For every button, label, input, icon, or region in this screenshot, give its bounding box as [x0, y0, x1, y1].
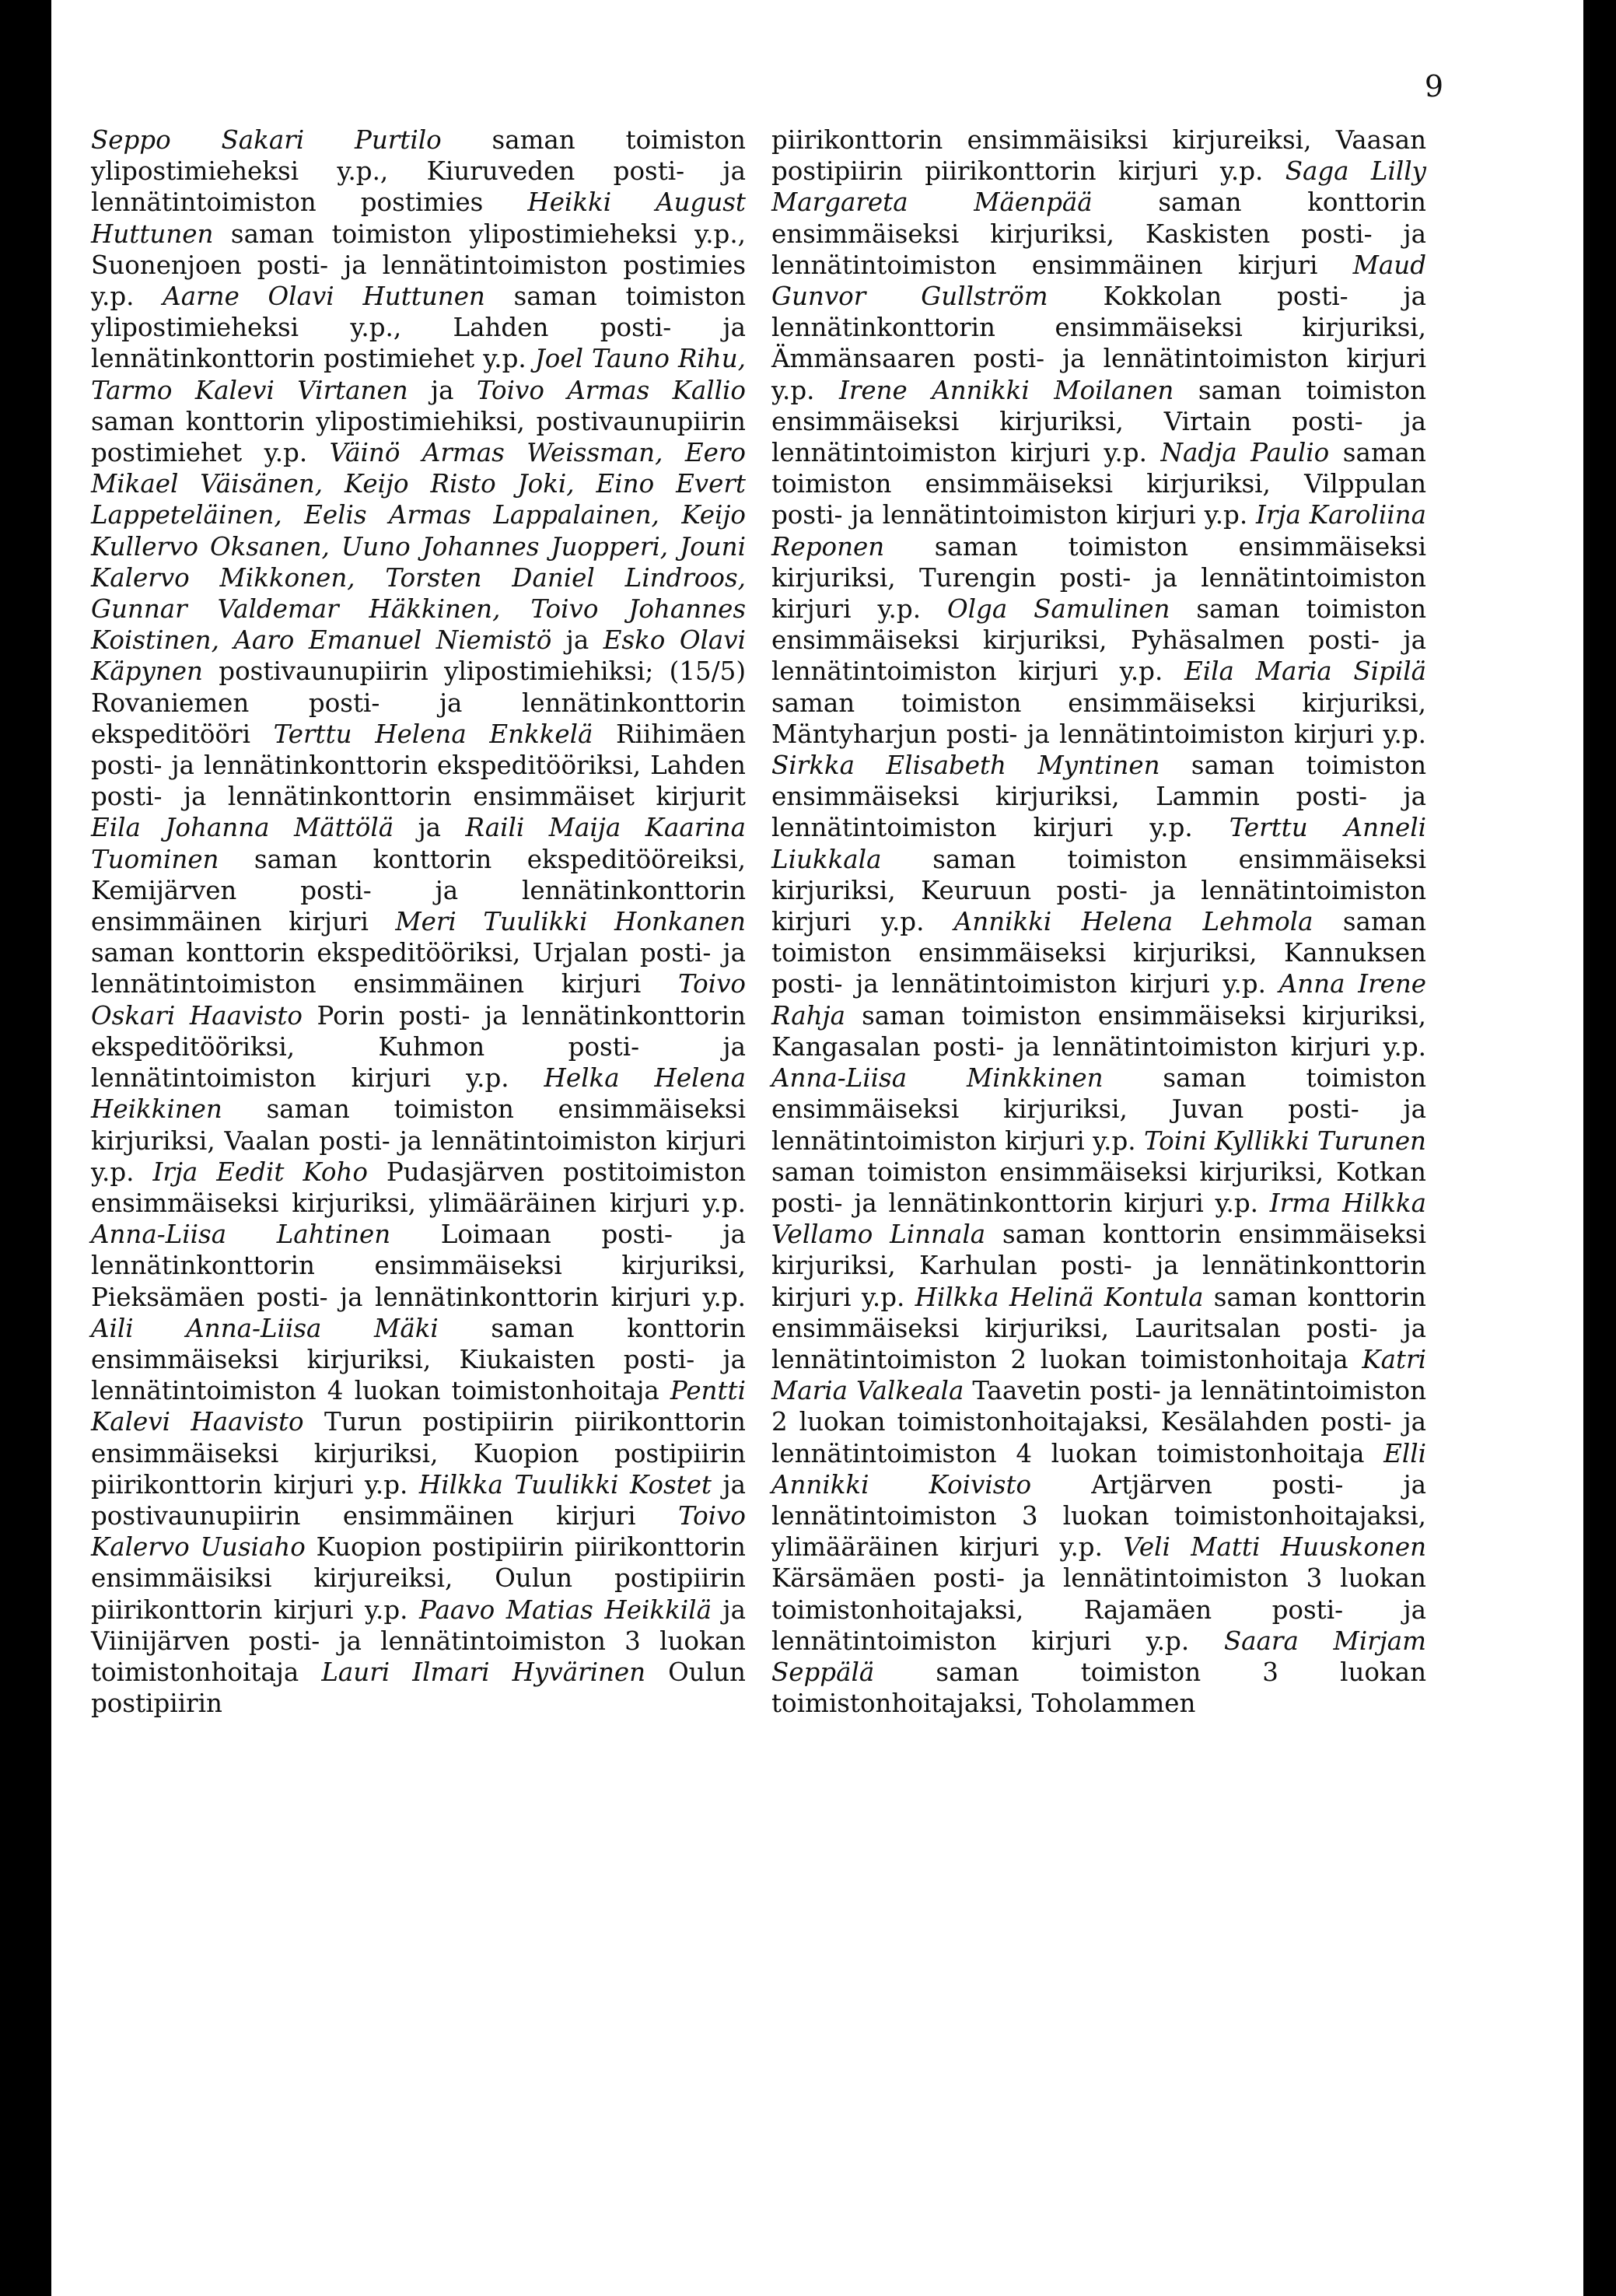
text-run: saman toimiston ensimmäiseksi kirjuriksi, Virtain posti- ja lennätintoimiston kirjuri y.p.	[771, 375, 1426, 468]
left-column-paragraph	[91, 124, 746, 1719]
left-text-column	[91, 124, 746, 1719]
person-name: Sirkka Elisabeth Myntinen	[771, 751, 1160, 781]
text-run: ja	[407, 375, 477, 405]
person-name: Pentti Kalevi Haavisto	[91, 1376, 746, 1437]
text-run: ja	[551, 625, 603, 656]
person-name: Saara Mirjam Seppälä	[771, 1626, 1426, 1687]
person-name: Irene Annikki Moilanen	[839, 375, 1174, 405]
person-name: Heikki August Huttunen	[91, 187, 746, 249]
person-name: Elli Annikki Koivisto	[771, 1438, 1426, 1500]
right-text-column	[771, 124, 1426, 1719]
person-name: Meri Tuulikki Honkanen	[395, 907, 746, 937]
text-run: Turun postipiirin piirikonttorin ensimmäiseksi kirjuriksi, Kuopion postipiirin piirikonttorin kirjuri y.p.	[91, 1407, 746, 1500]
left-black-border	[0, 0, 51, 2296]
person-name: Terttu Helena Enkkelä	[273, 719, 593, 749]
text-run: Riihimäen posti- ja lennätinkonttorin ekspeditööriksi, Lahden posti- ja lennätinkonttorin ensimmäiset kirjurit	[91, 719, 747, 812]
person-name: Väinö Armas Weissman, Eero Mikael Väisänen, Keijo Risto Joki, Eino Evert Lappeteläinen, Eelis Armas Lappalainen, Keijo Kullervo Oksanen, Uuno Johannes Juopperi, Jouni Kalervo Mikkonen, Torsten Daniel Lindroos, Gunnar Valdemar Häkkinen, Toivo Johannes Koistinen, Aaro Emanuel Niemistö	[91, 438, 746, 656]
text-run: Kokkolan posti- ja lennätinkonttorin ensimmäiseksi kirjuriksi, Ämmänsaaren posti- ja lennätintoimiston kirjuri y.p.	[771, 282, 1426, 405]
text-run: saman konttorin ensimmäiseksi kirjuriksi, Lauritsalan posti- ja lennätintoimiston 2 luokan toimistonhoitaja	[771, 1282, 1426, 1374]
text-run: saman konttorin ekspeditööriksi, Urjalan posti- ja lennätintoimiston ensimmäinen kirjuri	[91, 938, 746, 999]
person-name: Irja Karoliina Reponen	[771, 500, 1426, 562]
text-run: saman toimiston ensimmäiseksi kirjuriksi, Vilppulan posti- ja lennätintoimiston kirjuri y.p.	[771, 438, 1426, 530]
right-column-paragraph	[771, 124, 1426, 1719]
person-name: Hilkka Helinä Kontula	[915, 1282, 1204, 1312]
text-run: saman toimiston ensimmäiseksi kirjuriksi, Vaalan posti- ja lennätintoimiston kirjuri y.p.	[91, 1094, 746, 1187]
text-run: Artjärven posti- ja lennätintoimiston 3 luokan toimistonhoitajaksi, ylimääräinen kirjuri y.p.	[771, 1469, 1426, 1563]
text-run: saman toimiston ensimmäiseksi kirjuriksi, Juvan posti- ja lennätintoimiston kirjuri y.p.	[771, 1063, 1426, 1156]
text-run: saman toimiston ensimmäiseksi kirjuriksi, Kangasalan posti- ja lennätintoimiston kirjuri y.p.	[771, 1000, 1426, 1062]
person-name: Veli Matti Huuskonen	[1123, 1532, 1426, 1563]
person-name: Irja Eedit Koho	[152, 1157, 368, 1187]
text-run: Kuopion postipiirin piirikonttorin ensimmäisiksi kirjureiksi, Oulun postipiirin piirikonttorin kirjuri y.p.	[91, 1532, 746, 1625]
person-name: Raili Maija Kaarina Tuominen	[91, 813, 746, 874]
person-name: Aili Anna-Liisa Mäki	[91, 1313, 439, 1343]
person-name: Maud Gunvor Gullström	[771, 250, 1426, 312]
person-name: Irma Hilkka Vellamo Linnala	[771, 1188, 1426, 1250]
text-run: Kärsämäen posti- ja lennätintoimiston 3 luokan toimistonhoitajaksi, Rajamäen posti- ja lennätintoimiston kirjuri y.p.	[771, 1563, 1426, 1656]
person-name: Lauri Ilmari Hyvärinen	[321, 1657, 646, 1687]
text-run: piirikonttorin ensimmäisiksi kirjureiksi, Vaasan postipiirin piirikonttorin kirjuri y.p.	[771, 125, 1426, 187]
person-name: Eila Maria Sipilä	[1184, 656, 1426, 687]
text-run: saman toimiston ensimmäiseksi kirjuriksi, Kotkan posti- ja lennätinkonttorin kirjuri y.p.	[771, 1157, 1426, 1218]
text-run: saman toimiston ylipostimieheksi y.p., Lahden posti- ja lennätinkonttorin postimiehet y.p.	[91, 282, 746, 374]
text-run: saman konttorin ensimmäiseksi kirjuriksi, Kaskisten posti- ja lennätintoimiston ensimmäinen kirjuri	[771, 187, 1426, 280]
person-name: Anna Irene Rahja	[771, 969, 1427, 1031]
person-name: Katri Maria Valkeala	[771, 1344, 1426, 1406]
text-run: ja Viinijärven posti- ja lennätintoimiston 3 luokan toimistonhoitaja	[91, 1594, 746, 1687]
person-name: Hilkka Tuulikki Kostet	[418, 1469, 712, 1500]
text-run: saman konttorin ensimmäiseksi kirjuriksi, Kiukaisten posti- ja lennätintoimiston 4 luokan toimistonhoitaja	[91, 1313, 746, 1406]
person-name: Nadja Paulio	[1160, 438, 1330, 468]
person-name: Paavo Matias Heikkilä	[419, 1594, 712, 1625]
text-run: saman konttorin ekspeditööreiksi, Kemijärven posti- ja lennätinkonttorin ensimmäinen kirjuri	[91, 844, 746, 937]
person-name: Toini Kyllikki Turunen	[1144, 1125, 1426, 1156]
text-run: saman toimiston ensimmäiseksi kirjuriksi, Mäntyharjun posti- ja lennätintoimiston kirjuri y.p.	[771, 688, 1426, 749]
text-run: saman toimiston ensimmäiseksi kirjuriksi, Turengin posti- ja lennätintoimiston kirjuri y.p.	[771, 531, 1426, 625]
person-name: Joel Tauno Rihu, Tarmo Kalevi Virtanen	[91, 344, 747, 405]
page-number: 9	[1424, 69, 1443, 103]
person-name: Seppo Sakari Purtilo	[91, 125, 442, 155]
text-run: saman toimiston ensimmäiseksi kirjuriksi, Pyhäsalmen posti- ja lennätintoimiston kirjuri y.p.	[771, 594, 1426, 687]
text-run: ja postivaunupiirin ensimmäinen kirjuri	[91, 1469, 746, 1531]
person-name: Annikki Helena Lehmola	[953, 907, 1313, 937]
person-name: Terttu Anneli Liukkala	[771, 813, 1426, 874]
person-name: Helka Helena Heikkinen	[91, 1063, 746, 1125]
person-name: Saga Lilly Margareta Mäenpää	[771, 156, 1426, 218]
right-black-border	[1583, 0, 1616, 2296]
text-run: Oulun postipiirin	[91, 1657, 746, 1719]
person-name: Aarne Olavi Huttunen	[163, 282, 485, 312]
person-name: Olga Samulinen	[946, 594, 1170, 625]
text-run: saman toimiston ensimmäiseksi kirjuriksi, Lammin posti- ja lennätintoimiston kirjuri y.p.	[771, 751, 1426, 843]
text-run: saman konttorin ylipostimiehiksi, postivaunupiirin postimiehet y.p.	[91, 406, 746, 468]
person-name: Toivo Kalervo Uusiaho	[91, 1500, 746, 1563]
text-run: ja	[394, 813, 466, 843]
person-name: Eila Johanna Mättölä	[91, 813, 394, 843]
text-run: Loimaan posti- ja lennätinkonttorin ensimmäiseksi kirjuriksi, Pieksämäen posti- ja lennätinkonttorin kirjuri y.p.	[91, 1220, 746, 1312]
person-name: Esko Olavi Käpynen	[91, 625, 746, 687]
person-name: Toivo Armas Kallio	[476, 375, 746, 405]
text-run: Taavetin posti- ja lennätintoimiston 2 luokan toimistonhoitajaksi, Kesälahden posti- ja lennätintoimiston 4 luokan toimistonhoitaja	[771, 1376, 1426, 1468]
text-run: saman toimiston 3 luokan toimistonhoitajaksi, Toholammen	[771, 1657, 1426, 1719]
text-run: saman toimiston ylipostimieheksi y.p., Suonenjoen posti- ja lennätintoimiston postimies y.p.	[91, 219, 746, 312]
text-run: postivaunupiirin ylipostimiehiksi; (15/5) Rovaniemen posti- ja lennätinkonttorin ekspeditööri	[91, 656, 746, 749]
text-run: Pudasjärven postitoimiston ensimmäiseksi kirjuriksi, ylimääräinen kirjuri y.p.	[91, 1157, 747, 1218]
person-name: Toivo Oskari Haavisto	[91, 969, 746, 1031]
text-run: saman toimiston ensimmäiseksi kirjuriksi, Keuruun posti- ja lennätintoimiston kirjuri y.p.	[771, 844, 1426, 937]
person-name: Anna-Liisa Lahtinen	[91, 1220, 391, 1250]
text-run: saman toimiston ylipostimieheksi y.p., Kiuruveden posti- ja lennätintoimiston postimies	[91, 125, 746, 218]
text-run: saman konttorin ensimmäiseksi kirjuriksi, Karhulan posti- ja lennätinkonttorin kirjuri y.p.	[771, 1220, 1426, 1312]
text-run: Porin posti- ja lennätinkonttorin ekspeditööriksi, Kuhmon posti- ja lennätintoimiston kirjuri y.p.	[91, 1000, 746, 1094]
text-run: saman toimiston ensimmäiseksi kirjuriksi, Kannuksen posti- ja lennätintoimiston kirjuri y.p.	[771, 907, 1426, 999]
person-name: Anna-Liisa Minkkinen	[771, 1063, 1104, 1094]
